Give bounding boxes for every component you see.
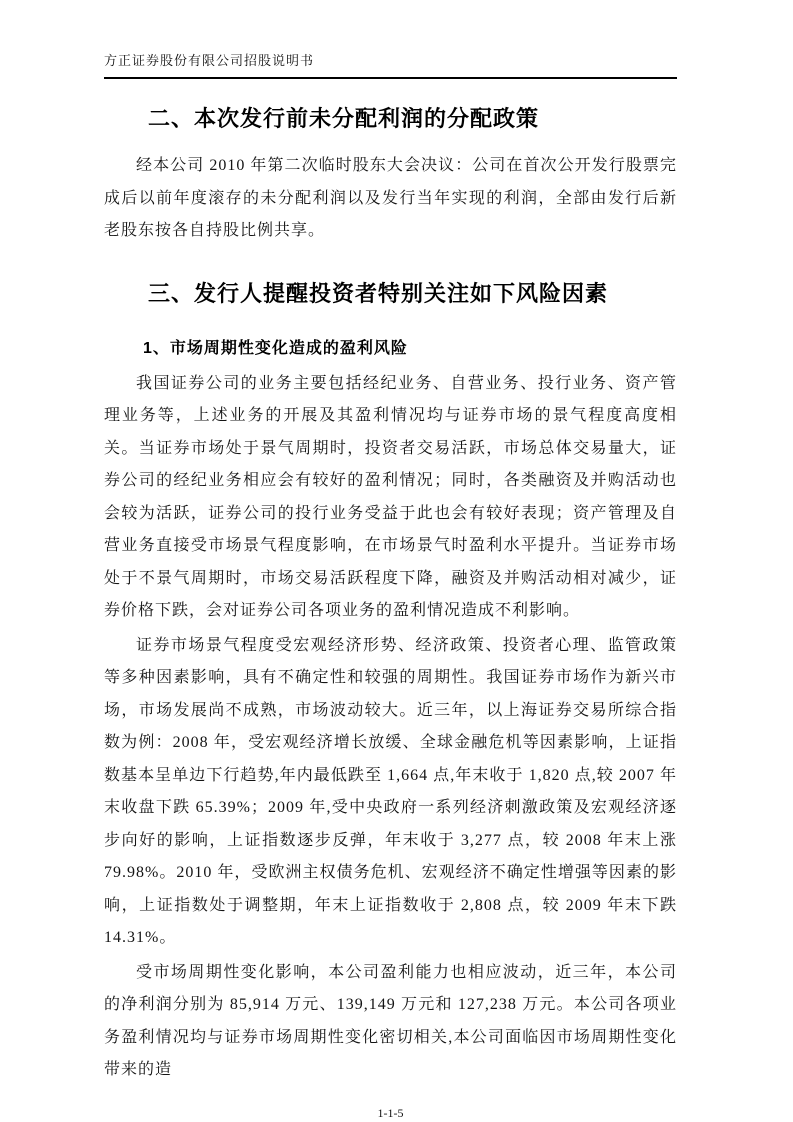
page-content — [104, 52, 677, 1121]
page-number: 1-1-5 — [377, 1105, 404, 1120]
section-heading-2-text: 二、本次发行前未分配利润的分配政策 — [148, 106, 540, 131]
section-heading-3 — [148, 279, 677, 309]
page-footer — [104, 1105, 677, 1121]
risk-1-paragraph-1: 我国证券公司的业务主要包括经纪业务、自营业务、投行业务、资产管理业务等，上述业务的开展及其盈利情况均与证券市场的景气程度高度相关。当证券市场处于景气周期时，投资者交易活跃，市场总体交易量大，证券公司的经纪业务相应会有较好的盈利情况；同时，各类融资及并购活动也会较为活跃，证券公司的投行业务受益于此也会有较好表现；资产管理及自营业务直接受市场景气程度影响，在市场景气时盈利水平提升。当证券市场处于不景气周期时，市场交易活跃程度下降，融资及并购活动相对减少，证券价格下跌，会对证券公司各项业务的盈利情况造成不利影响。 — [104, 374, 677, 619]
section-2-paragraph: 经本公司 2010 年第二次临时股东大会决议：公司在首次公开发行股票完成后以前年度滚存的未分配利润以及发行当年实现的利润，全部由发行后新老股东按各自持股比例共享。 — [104, 157, 677, 239]
risk-1-paragraph-2: 证券市场景气程度受宏观经济形势、经济政策、投资者心理、监管政策等多种因素影响，具有不确定性和较强的周期性。我国证券市场作为新兴市场，市场发展尚不成熟，市场波动较大。近三年，以上海证券交易所综合指数为例：2008 年，受宏观经济增长放缓、全球金融危机等因素影响，上证指数基本呈单边下行趋势,年内最低跌至 1,664 点,年末收于 1,820 点,较 2007 年末收盘下跌 65.39%；2009 年,受中央政府一系列经济刺激政策及宏观经济逐步向好的影响，上证指数逐步反弹，年末收于 3,277 点，较 2008 年末上涨 79.98%。2010 年，受欧洲主权债务危机、宏观经济不确定性增强等因素的影响，上证指数处于调整期，年末上证指数收于 2,808 点，较 2009 年末下跌 14.31%。 — [104, 636, 677, 946]
section-heading-3-text: 三、发行人提醒投资者特别关注如下风险因素 — [148, 280, 609, 306]
risk-1-paragraph-3: 受市场周期性变化影响，本公司盈利能力也相应波动，近三年，本公司的净利润分别为 85,914 万元、139,149 万元和 127,238 万元。本公司各项业务盈利情况均与证券市场周期性变化密切相关,本公司面临因市场周期性变化带来的造 — [104, 963, 677, 1078]
section-heading-2 — [148, 104, 677, 134]
risk-1-subheading — [143, 338, 677, 360]
header-title: 方正证券股份有限公司招股说明书 — [104, 53, 315, 68]
page-header — [104, 52, 677, 79]
risk-1-subheading-text: 1、市场周期性变化造成的盈利风险 — [143, 339, 408, 357]
